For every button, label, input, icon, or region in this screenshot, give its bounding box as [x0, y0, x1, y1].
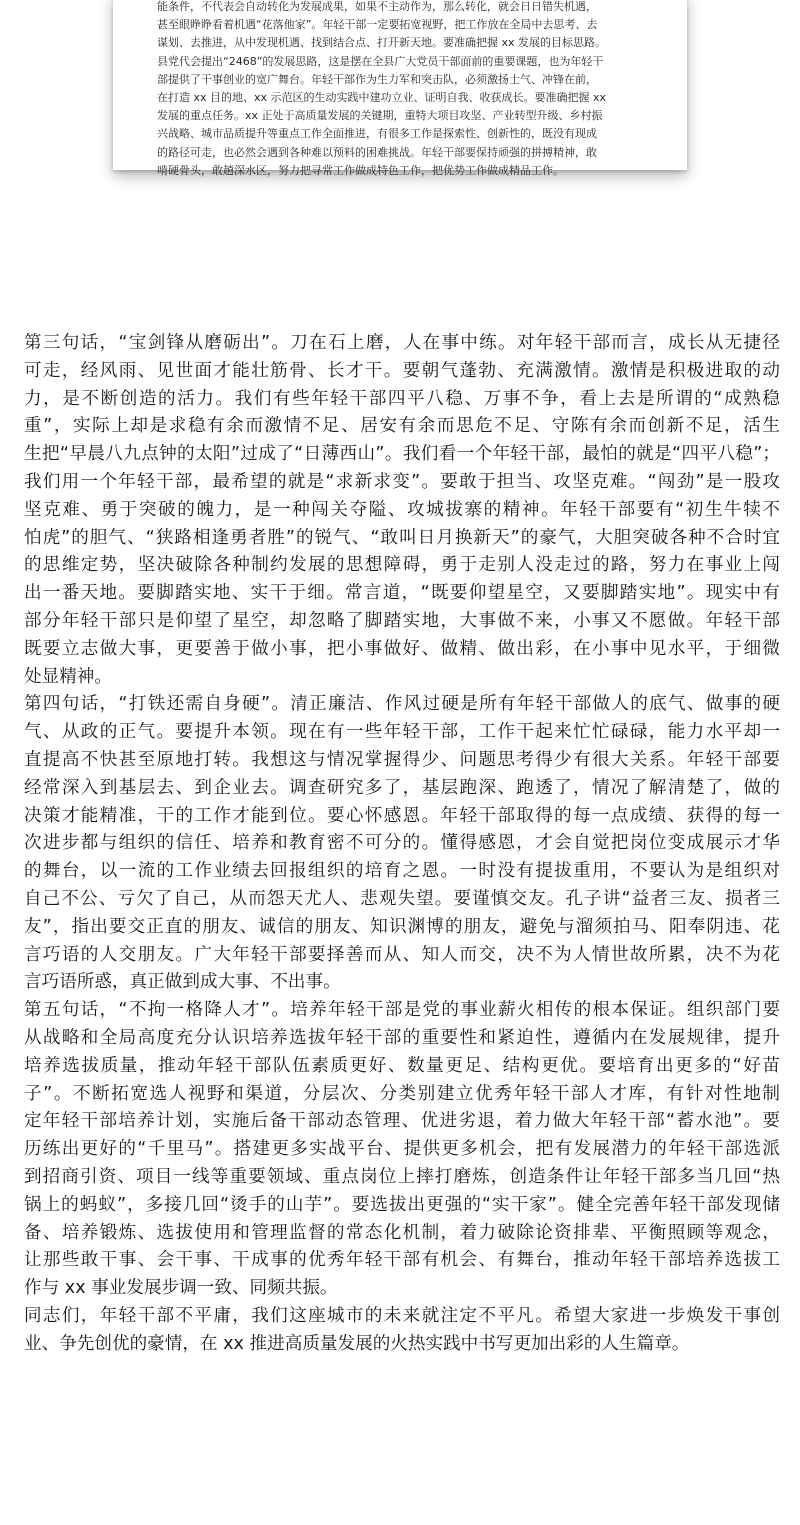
preview-line: 县党代会提出“2468”的发展思路，这是摆在全县广大党员干部面前的重要课题，也为年轻干	[157, 54, 604, 68]
body-line: 自己不公、亏欠了自己，从而怨天尤人、悲观失望。要谨慎交友。孔子讲“益者三友、损者三	[24, 888, 780, 909]
body-line: 直提高不快甚至原地打转。我想这与情况掌握得少、问题思考得少有很大关系。年轻干部要	[24, 749, 780, 770]
body-line: 定年轻干部培养计划，实施后备干部动态管理、优进劣退，着力做大年轻干部“蓄水池”。要	[24, 1111, 780, 1132]
body-line: 业、争先创优的豪情，在 xx 推进高质量发展的火热实践中书写更加出彩的人生篇章。	[24, 1333, 690, 1354]
preview-text	[157, 0, 647, 180]
body-line: 的思维定势，坚决破除各种制约发展的思想障碍，勇于走别人没走过的路，努力在事业上闯	[24, 555, 780, 576]
body-line: 作与 xx 事业发展步调一致、同频共振。	[24, 1278, 338, 1299]
body-line: 历练出更好的“千里马”。搭建更多实战平台、提供更多机会，把有发展潜力的年轻干部选派	[24, 1139, 780, 1160]
body-line: 决策才能精准，干的工作才能到位。要心怀感恩。年轻干部取得的每一点成绩、获得的每一	[24, 805, 780, 826]
body-line: 既要立志做大事，更要善于做小事，把小事做好、做精、做出彩，在小事中见水平，于细微	[24, 638, 780, 659]
body-line: 气、从政的正气。要提升本领。现在有一些年轻干部，工作干起来忙忙碌碌，能力水平却一	[24, 722, 780, 743]
body-line: 言巧语的人交朋友。广大年轻干部要择善而从、知人而交，决不为人情世故所累，决不为花	[24, 944, 780, 965]
preview-line: 甚至眼睁睁看着机遇“花落他家”。年轻干部一定要拓宽视野，把工作放在全局中去思考、去	[157, 18, 598, 32]
body-line: 让那些敢干事、会干事、干成事的优秀年轻干部有机会、有舞台，推动年轻干部培养选拔工	[24, 1250, 780, 1271]
body-line: 言巧语所惑，真正做到成大事、不出事。	[24, 972, 341, 993]
body-line: 坚克难、勇于突破的魄力，是一种闯关夺隘、攻城拔寨的精神。年轻干部要有“初生牛犊不	[24, 499, 780, 520]
article-body	[24, 330, 780, 1358]
body-line: 出一番天地。要脚踏实地、实干于细。常言道，“既要仰望星空，又要脚踏实地”。现实中有	[24, 583, 780, 604]
body-line: 的舞台，以一流的工作业绩去回报组织的培育之恩。一时没有提拔重用，不要认为是组织对	[24, 861, 780, 882]
body-line: 力，是不断创造的活力。我们有些年轻干部四平八稳、万事不争，看上去是所谓的“成熟稳	[24, 388, 780, 409]
body-line: 可走，经风雨、见世面才能壮筋骨、长才干。要朝气蓬勃、充满激情。激情是积极进取的动	[24, 360, 780, 381]
body-line: 子”。不断拓宽选人视野和渠道，分层次、分类别建立优秀年轻干部人才库，有针对性地制	[24, 1083, 780, 1104]
preview-line: 的路径可走，也必然会遇到各种难以预料的困难挑战。年轻干部要保持顽强的拼搏精神，敢	[157, 145, 597, 159]
preview-area	[0, 0, 800, 190]
body-line: 第四句话，“打铁还需自身硬”。清正廉洁、作风过硬是所有年轻干部做人的底气、做事的硬	[24, 694, 780, 715]
body-line: 友”，指出要交正直的朋友、诚信的朋友、知识渊博的朋友，避免与溜须拍马、阳奉阴违、花	[24, 916, 780, 937]
body-line: 备、培养锻炼、选拔使用和管理监督的常态化机制，着力破除论资排辈、平衡照顾等观念，	[24, 1222, 780, 1243]
body-line: 经常深入到基层去、到企业去。调查研究多了，基层跑深、跑透了，情况了解清楚了，做的	[24, 777, 780, 798]
body-line: 怕虎”的胆气、“狭路相逢勇者胜”的锐气、“敢叫日月换新天”的豪气，大胆突破各种不合时宜	[24, 527, 780, 548]
body-line: 次进步都与组织的信任、培养和教育密不可分的。懂得感恩，才会自觉把岗位变成展示才华	[24, 833, 780, 854]
body-line: 部分年轻干部只是仰望了星空，却忽略了脚踏实地，大事做不来，小事又不愿做。年轻干部	[24, 610, 780, 631]
preview-line: 发展的重点任务。xx 正处于高质量发展的关键期，重特大项目攻坚、产业转型升级、乡村振	[157, 109, 603, 123]
preview-line: 啃硬骨头，敢趟深水区，努力把寻常工作做成特色工作，把优势工作做成精品工作。	[157, 163, 564, 177]
body-line: 生把“早晨八九点钟的太阳”过成了“日薄西山”。我们看一个年轻干部，最怕的就是“四平八稳”；	[24, 444, 780, 465]
body-line: 重”，实际上却是求稳有余而激情不足、居安有余而思危不足、守陈有余而创新不足，活生	[24, 416, 780, 437]
preview-line: 部提供了干事创业的宽广舞台。年轻干部作为生力军和突击队，必须激扬士气、冲锋在前，	[157, 72, 597, 86]
body-line: 第三句话，“宝剑锋从磨砺出”。刀在石上磨，人在事中练。对年轻干部而言，成长从无捷径	[24, 333, 780, 353]
body-line: 我们用一个年轻干部，最希望的就是“求新求变”。要敢于担当、攻坚克难。“闯劲”是一股攻	[24, 471, 780, 492]
body-line: 同志们，年轻干部不平庸，我们这座城市的未来就注定不平凡。希望大家进一步焕发干事创	[24, 1305, 780, 1326]
preview-line: 谋划、去推进，从中发现机遇、找到结合点、打开新天地。要准确把握 xx 发展的目标思路。	[157, 36, 607, 50]
body-line: 锅上的蚂蚁”，多接几回“烫手的山芋”。要选拔出更强的“实干家”。健全完善年轻干部发现储	[24, 1194, 780, 1215]
document-preview-card	[113, 0, 687, 177]
body-line: 从战略和全局高度充分认识培养选拔年轻干部的重要性和紧迫性，遵循内在发展规律，提升	[24, 1027, 780, 1048]
body-line: 第五句话，“不拘一格降人才”。培养年轻干部是党的事业薪火相传的根本保证。组织部门要	[24, 1000, 780, 1021]
body-line: 处显精神。	[24, 666, 112, 687]
preview-line: 兴战略、城市品质提升等重点工作全面推进，有很多工作是探索性、创新性的，既没有现成	[157, 127, 597, 141]
preview-line: 在打造 xx 目的地、xx 示范区的生动实践中建功立业、证明自我、收获成长。要准确把握 xx	[157, 90, 607, 104]
body-line: 到招商引资、项目一线等重要领域、重点岗位上摔打磨炼，创造条件让年轻干部多当几回“热	[24, 1166, 780, 1187]
preview-line: 能条件，不代表会自动转化为发展成果，如果不主动作为，那么转化，就会日日错失机遇，	[157, 0, 597, 13]
body-line: 培养选拔质量，推动年轻干部队伍素质更好、数量更足、结构更优。要培育出更多的“好苗	[24, 1055, 780, 1076]
